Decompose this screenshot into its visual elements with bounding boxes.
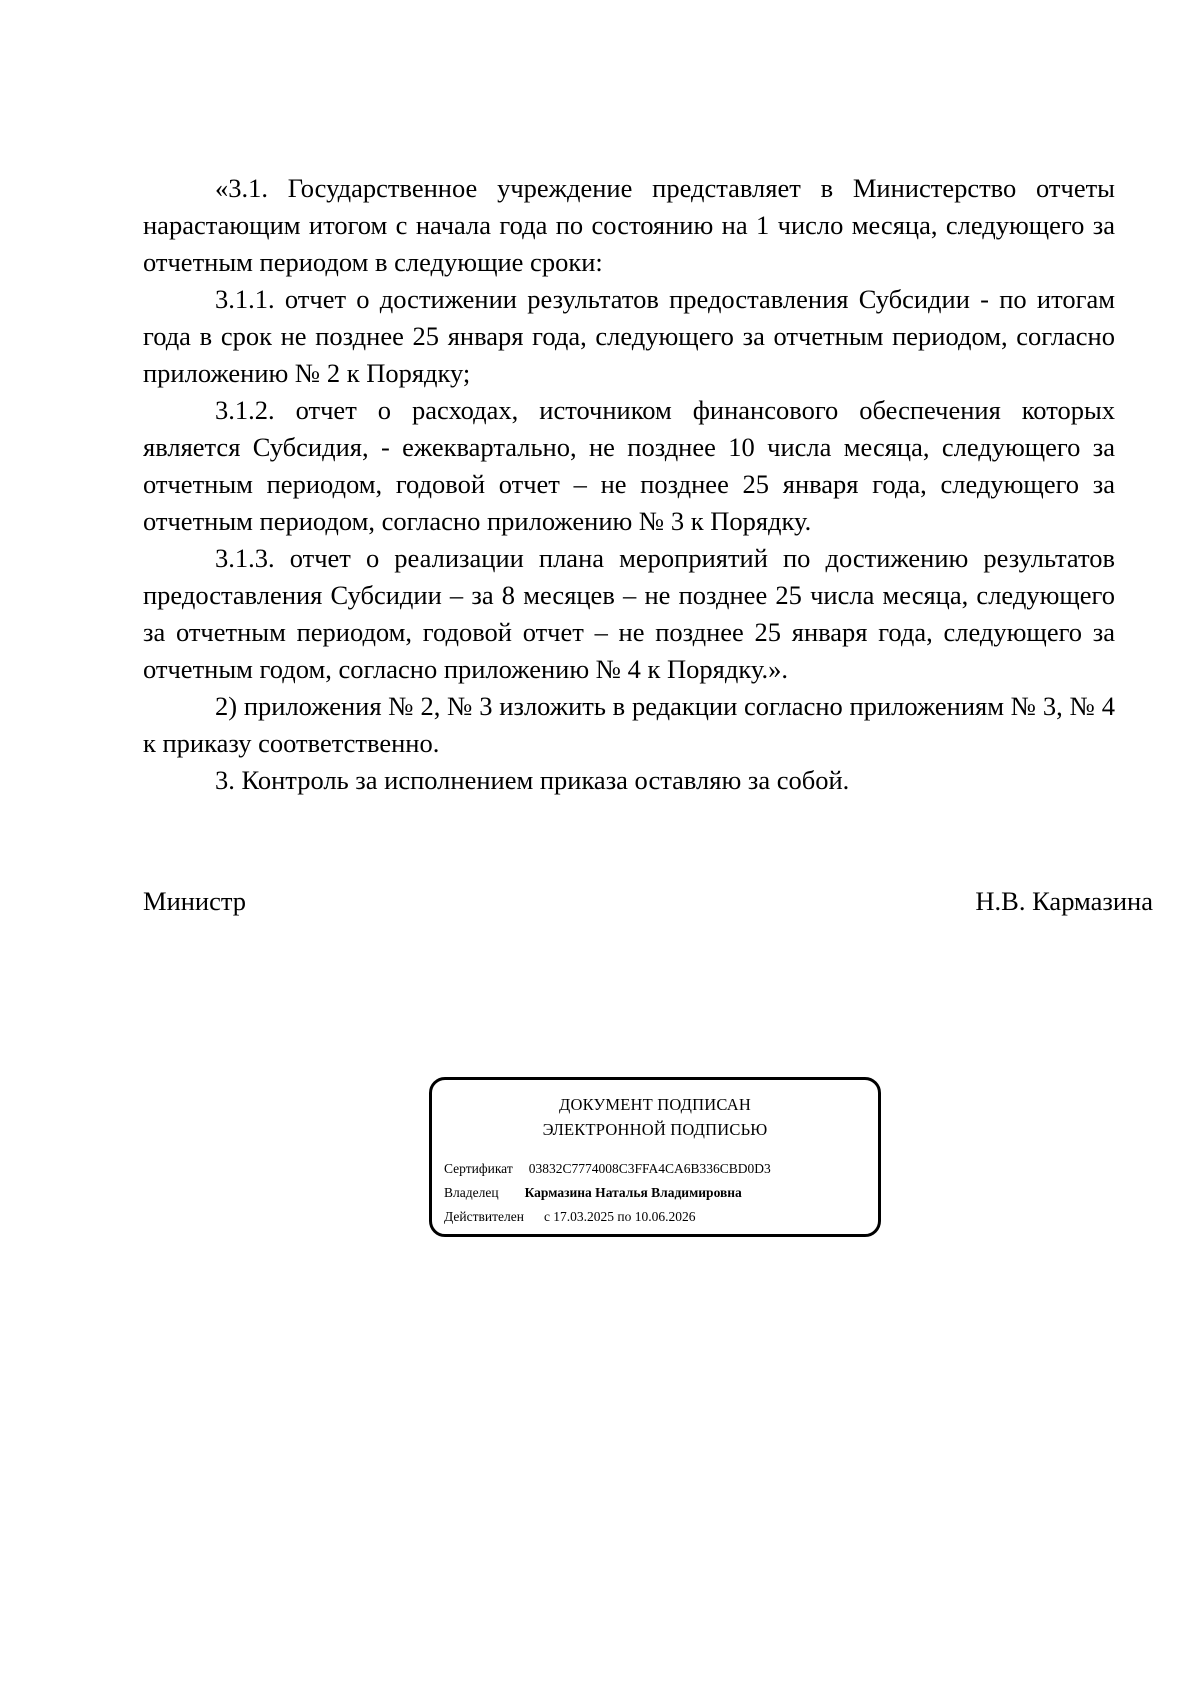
stamp-title-line-2: ЭЛЕКТРОННОЙ ПОДПИСЬЮ xyxy=(542,1120,768,1139)
paragraph-item-3: 3. Контроль за исполнением приказа оставляю за собой. xyxy=(215,765,850,795)
signature-block xyxy=(143,883,1153,920)
document-body xyxy=(143,170,1115,799)
stamp-certificate-row xyxy=(444,1160,771,1178)
stamp-validity-row xyxy=(444,1208,696,1226)
certificate-value: 03832C7774008C3FFA4CA6B336CBD0D3 xyxy=(528,1161,771,1176)
owner-value: Кармазина Наталья Владимировна xyxy=(524,1185,742,1200)
stamp-title-line-1: ДОКУМЕНТ ПОДПИСАН xyxy=(559,1095,751,1114)
signatory-position: Министр xyxy=(143,886,247,916)
stamp-title xyxy=(432,1092,878,1142)
paragraph-3-1-2: 3.1.2. отчет о расходах, источником финансового обеспечения которых является Субсидия, - ежеквартально, не позднее 10 числа месяца, следующего за отчетным периодом, годовой отчет – не позднее 25 января года, следующего за отчетным периодом, согласно приложению № 3 к Порядку. xyxy=(143,395,1115,536)
owner-label: Владелец xyxy=(444,1185,499,1200)
validity-to: 10.06.2026 xyxy=(631,1209,696,1224)
stamp-owner-row xyxy=(444,1184,742,1202)
validity-from: с 17.03.2025 по xyxy=(543,1209,632,1224)
paragraph-3-1: «3.1. Государственное учреждение представляет в Министерство отчеты нарастающим итогом с начала года по состоянию на 1 число месяца, следующего за отчетным периодом в следующие сроки: xyxy=(143,173,1115,277)
certificate-label: Сертификат xyxy=(444,1161,513,1176)
electronic-signature-stamp xyxy=(429,1077,881,1237)
paragraph-3-1-3: 3.1.3. отчет о реализации плана мероприятий по достижению результатов предоставления Субсидии – за 8 месяцев – не позднее 25 числа месяца, следующего за отчетным периодом, годовой отчет – не позднее 25 января года, следующего за отчетным годом, согласно приложению № 4 к Порядку.». xyxy=(143,543,1115,684)
signatory-name: Н.В. Кармазина xyxy=(975,886,1153,916)
validity-label: Действителен xyxy=(444,1209,524,1224)
paragraph-item-2: 2) приложения № 2, № 3 изложить в редакции согласно приложениям № 3, № 4 к приказу соответственно. xyxy=(143,691,1115,758)
paragraph-3-1-1: 3.1.1. отчет о достижении результатов предоставления Субсидии - по итогам года в срок не позднее 25 января года, следующего за отчетным периодом, согласно приложению № 2 к Порядку; xyxy=(143,284,1115,388)
